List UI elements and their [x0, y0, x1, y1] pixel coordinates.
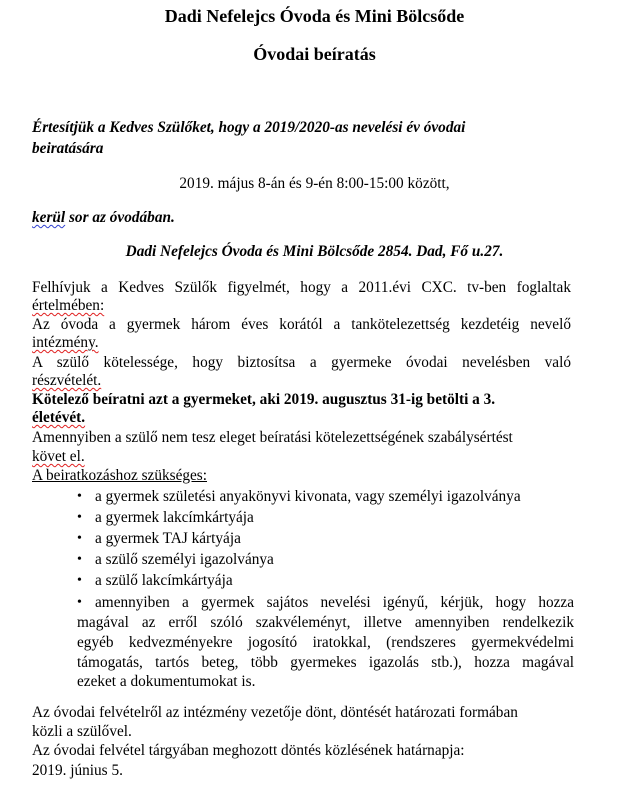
- special-needs-line-2: magával az erről szóló szakvéleményt, illetve amennyiben rendelkezik: [77, 614, 574, 631]
- special-needs-line-3: egyéb kedvezményekre jogosító iratokkal, (rendszeres gyermekvédelmi: [77, 634, 574, 651]
- list-item-text: a gyermek születési anyakönyvi kivonata, vagy személyi igazolványa: [95, 488, 521, 505]
- list-item-text: a szülő lakcímkártyája: [95, 572, 233, 589]
- paragraph-1-line-1: Felhívjuk a Kedves Szülők figyelmét, hogy a 2011.évi CXC. tv-ben foglaltak: [32, 279, 571, 296]
- spell-flag-word: kerül: [32, 209, 66, 226]
- paragraph-3-line-1: A szülő kötelessége, hogy biztosítsa a gyermeke óvodai nevelésben való: [32, 354, 571, 371]
- paragraph-4-line-2: [32, 409, 85, 427]
- bullet-icon: •: [77, 489, 82, 504]
- bullet-icon: •: [77, 510, 82, 525]
- paragraph-1-line-2: [32, 297, 104, 315]
- paragraph-4-line-1: Kötelező beíratni azt a gyermeket, aki 2019. augusztus 31-ig betölti a 3.: [32, 391, 496, 408]
- special-needs-line-1: amennyiben a gyermek sajátos nevelési igényű, kérjük, hogy hozza: [95, 594, 574, 611]
- closing-2-line-2: 2019. június 5.: [32, 762, 123, 779]
- document-subheading: Óvodai beíratás: [253, 44, 376, 64]
- paragraph-3-line-2-text: részvételét.: [32, 372, 102, 389]
- document-heading: Dadi Nefelejcs Óvoda és Mini Bölcsőde: [164, 6, 465, 26]
- paragraph-2-line-1: Az óvoda a gyermek három éves korától a tankötelezettség kezdetéig nevelő: [32, 316, 571, 333]
- bullet-icon: •: [77, 552, 82, 567]
- paragraph-5-line-2-text: követ el.: [32, 448, 85, 465]
- paragraph-1-line-2-text: értelmében:: [32, 297, 105, 314]
- bullet-icon: •: [77, 531, 82, 546]
- closing-1-line-2: közli a szülővel.: [32, 723, 132, 740]
- bullet-icon: •: [77, 595, 82, 610]
- paragraph-3-line-2: [32, 372, 101, 390]
- closing-2-line-1: Az óvodai felvétel tárgyában meghozott döntés közlésének határnapja:: [32, 742, 465, 759]
- place-line-rest: sor az óvodában.: [65, 209, 175, 226]
- paragraph-5-line-2: [32, 448, 85, 466]
- special-needs-line-5: ezeket a dokumentumokat is.: [77, 673, 256, 690]
- paragraph-5-line-1: Amennyiben a szülő nem tesz eleget beíratási kötelezettségének szabálysértést: [32, 429, 513, 446]
- bullet-icon: •: [77, 573, 82, 588]
- requirements-label: A beiratkozáshoz szükséges:: [32, 467, 208, 484]
- list-item-text: a gyermek TAJ kártyája: [95, 530, 241, 547]
- closing-1-line-1: Az óvodai felvételről az intézmény vezetője dönt, döntését határozati formában: [32, 704, 518, 721]
- intro-line-1: Értesítjük a Kedves Szülőket, hogy a 2019/2020-as nevelési év óvodai: [32, 119, 466, 136]
- special-needs-line-4: támogatás, tartós beteg, több gyermekes igazolás stb.), hozza magával: [77, 654, 574, 671]
- list-item-text: a gyermek lakcímkártyája: [95, 509, 254, 526]
- paragraph-2-line-2: [32, 334, 99, 352]
- list-item-text: a szülő személyi igazolványa: [95, 551, 274, 568]
- paragraph-2-line-2-text: intézmény.: [32, 334, 99, 351]
- address-line: Dadi Nefelejcs Óvoda és Mini Bölcsőde 2854. Dad, Fő u.27.: [125, 243, 504, 260]
- intro-line-2: beiratására: [32, 140, 104, 157]
- enrollment-date: 2019. május 8-án és 9-én 8:00-15:00 között,: [179, 175, 450, 192]
- paragraph-4-line-2-text: életévét.: [32, 409, 86, 426]
- place-line: [32, 209, 175, 227]
